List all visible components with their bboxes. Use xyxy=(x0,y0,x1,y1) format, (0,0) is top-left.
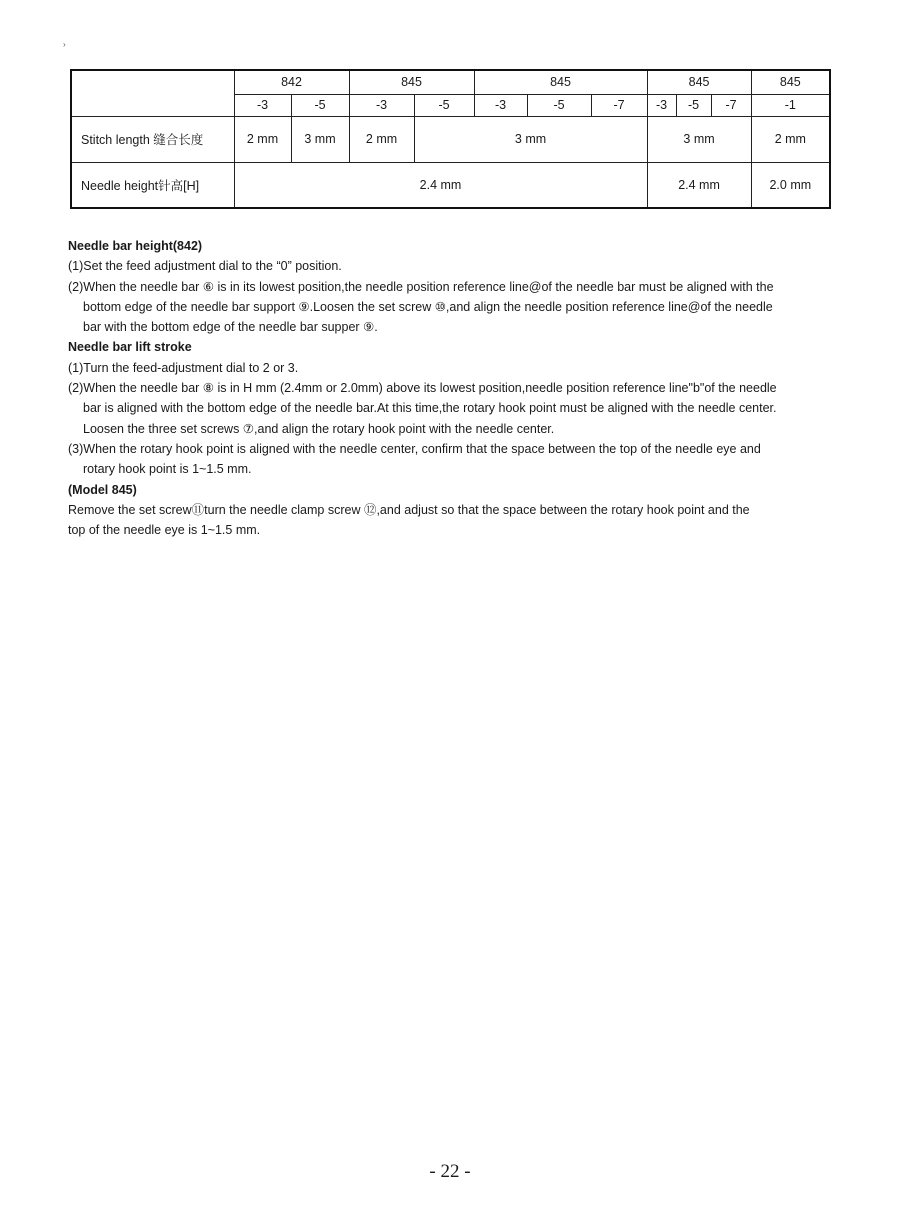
step-text: bottom edge of the needle bar support ⑨.Loosen the set screw ⑩,and align the needle position reference line@of the needle xyxy=(83,299,773,314)
variant-header: -1 xyxy=(751,94,830,116)
model-row xyxy=(71,70,830,94)
section-heading: Needle bar height(842) xyxy=(68,239,203,253)
variant-header: -5 xyxy=(527,94,591,116)
table-cell: 2 mm xyxy=(751,116,830,162)
step-text: (1)Set the feed adjustment dial to the “0” position. xyxy=(68,259,342,274)
instructions xyxy=(68,236,838,540)
table-cell: 2.4 mm xyxy=(647,162,751,208)
variant-header: -7 xyxy=(591,94,647,116)
scan-speck: › xyxy=(63,40,66,49)
table-cell: 2 mm xyxy=(349,116,414,162)
variant-header: -5 xyxy=(414,94,474,116)
table-cell: 3 mm xyxy=(414,116,647,162)
section-heading: Needle bar lift stroke xyxy=(68,340,192,355)
stitch-length-row xyxy=(71,116,830,162)
page-number: - 22 - xyxy=(429,1161,471,1182)
variant-header: -7 xyxy=(711,94,751,116)
step-text: Remove the set screw⑪turn the needle clamp screw ⑫,and adjust so that the space between the rotary hook point and the xyxy=(68,502,750,517)
table-cell: 2.0 mm xyxy=(751,162,830,208)
step-text: (2)When the needle bar ⑥ is in its lowest position,the needle position reference line@of the needle bar must be aligned with the xyxy=(68,279,774,294)
table-cell: 2 mm xyxy=(234,116,291,162)
model-header: 842 xyxy=(234,70,349,94)
table-cell: 2.4 mm xyxy=(234,162,647,208)
variant-header: -5 xyxy=(291,94,349,116)
step-text: bar with the bottom edge of the needle bar supper ⑨. xyxy=(83,320,378,335)
variant-header: -3 xyxy=(647,94,676,116)
model-header: 845 xyxy=(751,70,830,94)
variant-header: -5 xyxy=(676,94,711,116)
model-header: 845 xyxy=(474,70,647,94)
corner-cell xyxy=(71,70,234,116)
table-cell: 3 mm xyxy=(647,116,751,162)
step-text: bar is aligned with the bottom edge of the needle bar.At this time,the rotary hook point must be aligned with the needle center. xyxy=(83,401,777,416)
variant-header: -3 xyxy=(474,94,527,116)
table-cell: 3 mm xyxy=(291,116,349,162)
variant-header: -3 xyxy=(349,94,414,116)
spec-table xyxy=(70,69,831,209)
step-text: (3)When the rotary hook point is aligned with the needle center, confirm that the space between the top of the needle eye and xyxy=(68,441,761,456)
section-heading: (Model 845) xyxy=(68,482,137,497)
model-header: 845 xyxy=(647,70,751,94)
step-text: Loosen the three set screws ⑦,and align the rotary hook point with the needle center. xyxy=(83,421,555,436)
step-text: rotary hook point is 1~1.5 mm. xyxy=(83,462,252,477)
stitch-length-label: Stitch length 缝合长度 xyxy=(71,116,234,162)
needle-height-row xyxy=(71,162,830,208)
step-text: (1)Turn the feed-adjustment dial to 2 or 3. xyxy=(68,360,299,375)
step-text: top of the needle eye is 1~1.5 mm. xyxy=(68,523,261,538)
variant-header: -3 xyxy=(234,94,291,116)
model-header: 845 xyxy=(349,70,474,94)
step-text: (2)When the needle bar ⑧ is in H mm (2.4mm or 2.0mm) above its lowest position,needle position reference line"b"of the needle xyxy=(68,381,777,396)
needle-height-label: Needle height针高[H] xyxy=(71,162,234,208)
